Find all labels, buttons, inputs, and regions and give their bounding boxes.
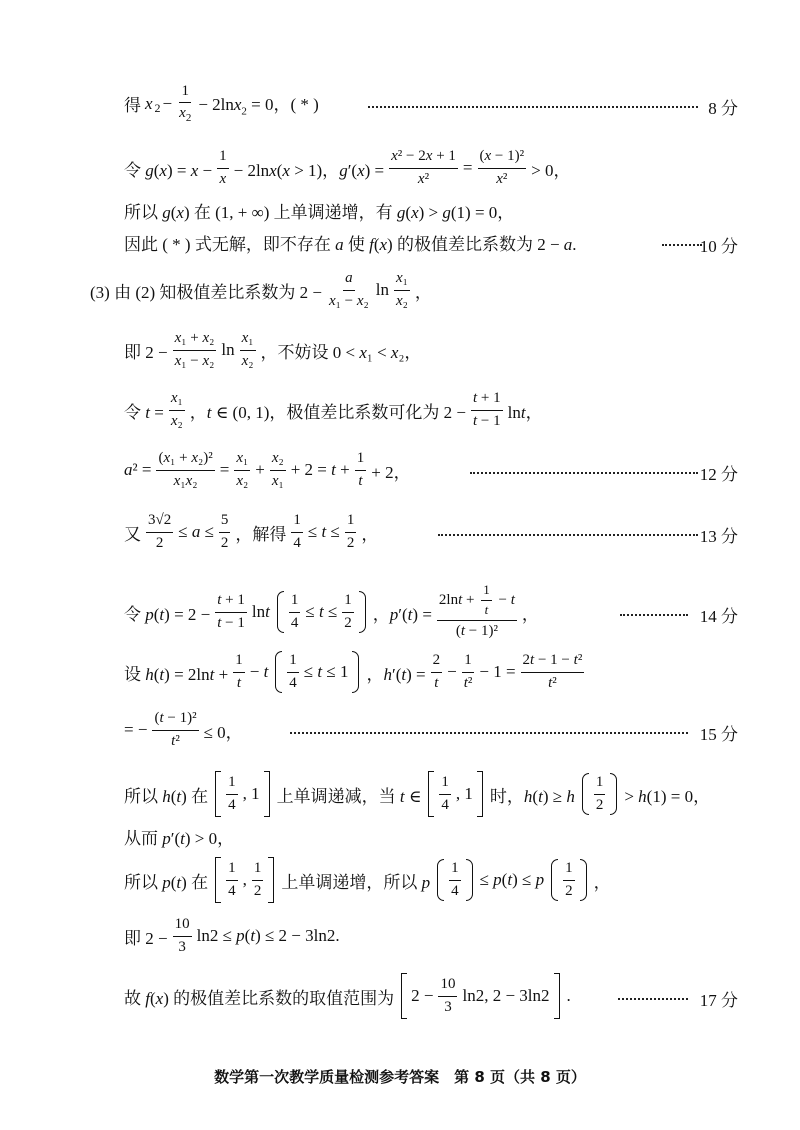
big-parenthesis: $\frac{1}{4}$	[434, 859, 476, 901]
line-10-math: 令 p(t) = 2 − $\frac{t + 1}{t - 1}$ lnt $\frac{1}{4}$ ≤ t ≤ $\frac{1}{2}$ ，p′(t) = 2lnt + $\frac{1}{t}$ − t (t − 1)² ，	[124, 582, 539, 640]
solution-line-10	[0, 584, 800, 640]
line-15-math: 所以 p(t) 在 $\frac{1}{4}$ , $\frac{1}{2}$ 上单调递增，所以 p $\frac{1}{4}$ ≤ p(t) ≤ p $\frac{1}{2}$ ，	[122, 857, 613, 903]
line-13-math: 所以 h(t) 在 $\frac{1}{4}$ , 1 上单调递减，当 t ∈ $\frac{1}{4}$ , 1 时，h(t) ≥ h $\frac{1}{2}$ > h(1) = 0，	[122, 771, 712, 817]
score-label: 17 分	[699, 991, 738, 1010]
leader-dots	[470, 472, 698, 474]
fraction: $\frac{1}{x_2}$	[179, 83, 192, 125]
big-parenthesis: $\frac{1}{2}$	[548, 859, 590, 901]
line-9-math: 又 $\frac{3√2}{2}$ ≤ a ≤ $\frac{5}{2}$ ，解得 $\frac{1}{4}$ ≤ t ≤ $\frac{1}{2}$ ，	[124, 512, 379, 551]
line-4-text: 因此 ( * ) 式无解，即不存在 a 使 f(x) 的极值差比系数为 2 − a.	[124, 234, 577, 254]
big-bracket: 2 − $\frac{10}{3}$ ln2, 2 − 3ln2	[398, 973, 562, 1019]
solution-line-17	[0, 968, 800, 1024]
leader-dots	[290, 732, 688, 734]
page-footer: 数学第一次教学质量检测参考答案 第 8 页（共 8 页）	[214, 1068, 586, 1086]
line-14-text: 从而 p′(t) > 0，	[124, 828, 235, 848]
solution-line-5	[0, 262, 800, 318]
solution-line-8	[0, 442, 800, 498]
big-bracket: $\frac{1}{4}$ , 1	[212, 771, 273, 817]
solution-line-16	[0, 908, 800, 964]
big-parenthesis: $\frac{1}{2}$	[579, 773, 621, 815]
line-3-text: 所以 g(x) 在 (1, + ∞) 上单调递增，有 g(x) > g(1) = 0，	[124, 202, 515, 222]
solution-line-15	[0, 852, 800, 908]
leader-dots	[438, 534, 698, 536]
solution-line-9	[0, 504, 800, 560]
line-16-math: 即 2 − $\frac{10}{3}$ ln2 ≤ p(t) ≤ 2 − 3ln2.	[124, 916, 340, 955]
big-bracket: $\frac{1}{4}$ , 1	[425, 771, 486, 817]
line-12-math: = − $\frac{\text{(t − 1)²}}{\text{t²}}$ ≤ 0，	[124, 710, 243, 749]
score-label: 15 分	[699, 725, 738, 744]
solution-line-11	[0, 644, 800, 700]
line-2-math: 令 g(x) = x − $\frac{1}{x}$ − 2lnx(x > 1)，g′(x) = $\frac{\text{x² − 2x + 1}}{\text{x²}}$ = $\frac{\text{(x − 1)²}}{\text{x²}}$ > 0，	[124, 148, 571, 187]
score-label: 10 分	[699, 237, 738, 256]
line-11-math: 设 h(t) = 2lnt + $\frac{1}{t}$ − t $\frac{1}{4}$ ≤ t ≤ 1 ，h′(t) = $\frac{2}{t}$ − $\frac{1}{\text{t²}}$ − 1 = $\frac{\text{2t − 1 − t²}}{\text{t²}}$	[122, 651, 587, 693]
score-label: 14 分	[699, 607, 738, 626]
line-17-math: 故 f(x) 的极值差比系数的取值范围为 2 − $\frac{10}{3}$ ln2, 2 − 3ln2 .	[122, 973, 573, 1019]
line-7-math: 令 t = $\frac{\text{x₁}}{\text{x₂}}$ ，t ∈ (0, 1)，极值差比系数可化为 2 − $\frac{t + 1}{t - 1}$ lnt，	[124, 390, 543, 429]
line-6-math: 即 2 − $\frac{\text{x₁ + x₂}}{\text{x₁ − x₂}}$ ln $\frac{\text{x₁}}{\text{x₂}}$ ，不妨设 0 < x₁ < x₂，	[124, 330, 422, 369]
solution-line-7	[0, 382, 800, 438]
score-label: 13 分	[699, 527, 738, 546]
big-bracket: $\frac{1}{4}$ , $\frac{1}{2}$	[212, 857, 277, 903]
leader-dots	[368, 106, 698, 108]
solution-line-12	[0, 702, 800, 758]
leader-dots	[662, 244, 702, 246]
solution-line-6	[0, 322, 800, 378]
big-parenthesis: $\frac{1}{4}$ ≤ t ≤ $\frac{1}{2}$	[274, 591, 369, 633]
leader-dots	[618, 998, 688, 1000]
line-8-math: a² = $\frac{\text{(x₁ + x₂)²}}{\text{x₁x₂}}$ = $\frac{\text{x₁}}{\text{x₂}}$ + $\frac{\text{x₂}}{\text{x₁}}$ + 2 = t + $\frac{1}{t}$ + 2，	[124, 450, 411, 489]
big-parenthesis: $\frac{1}{4}$ ≤ t ≤ 1	[272, 651, 362, 693]
line-1-math: 得 x 2 − $\frac{1}{x_2}$ − 2lnx$_2$ = 0，( * )	[124, 83, 319, 125]
leader-dots	[620, 614, 688, 616]
line-5-math: (3) 由 (2) 知极值差比系数为 2 − $\frac{a}{\text{x₁ − x₂}}$ ln $\frac{\text{x₁}}{\text{x₂}}$ ，	[90, 270, 432, 309]
solution-line-1	[0, 76, 800, 132]
score-label: 8 分	[708, 99, 738, 118]
score-label: 12 分	[699, 465, 738, 484]
